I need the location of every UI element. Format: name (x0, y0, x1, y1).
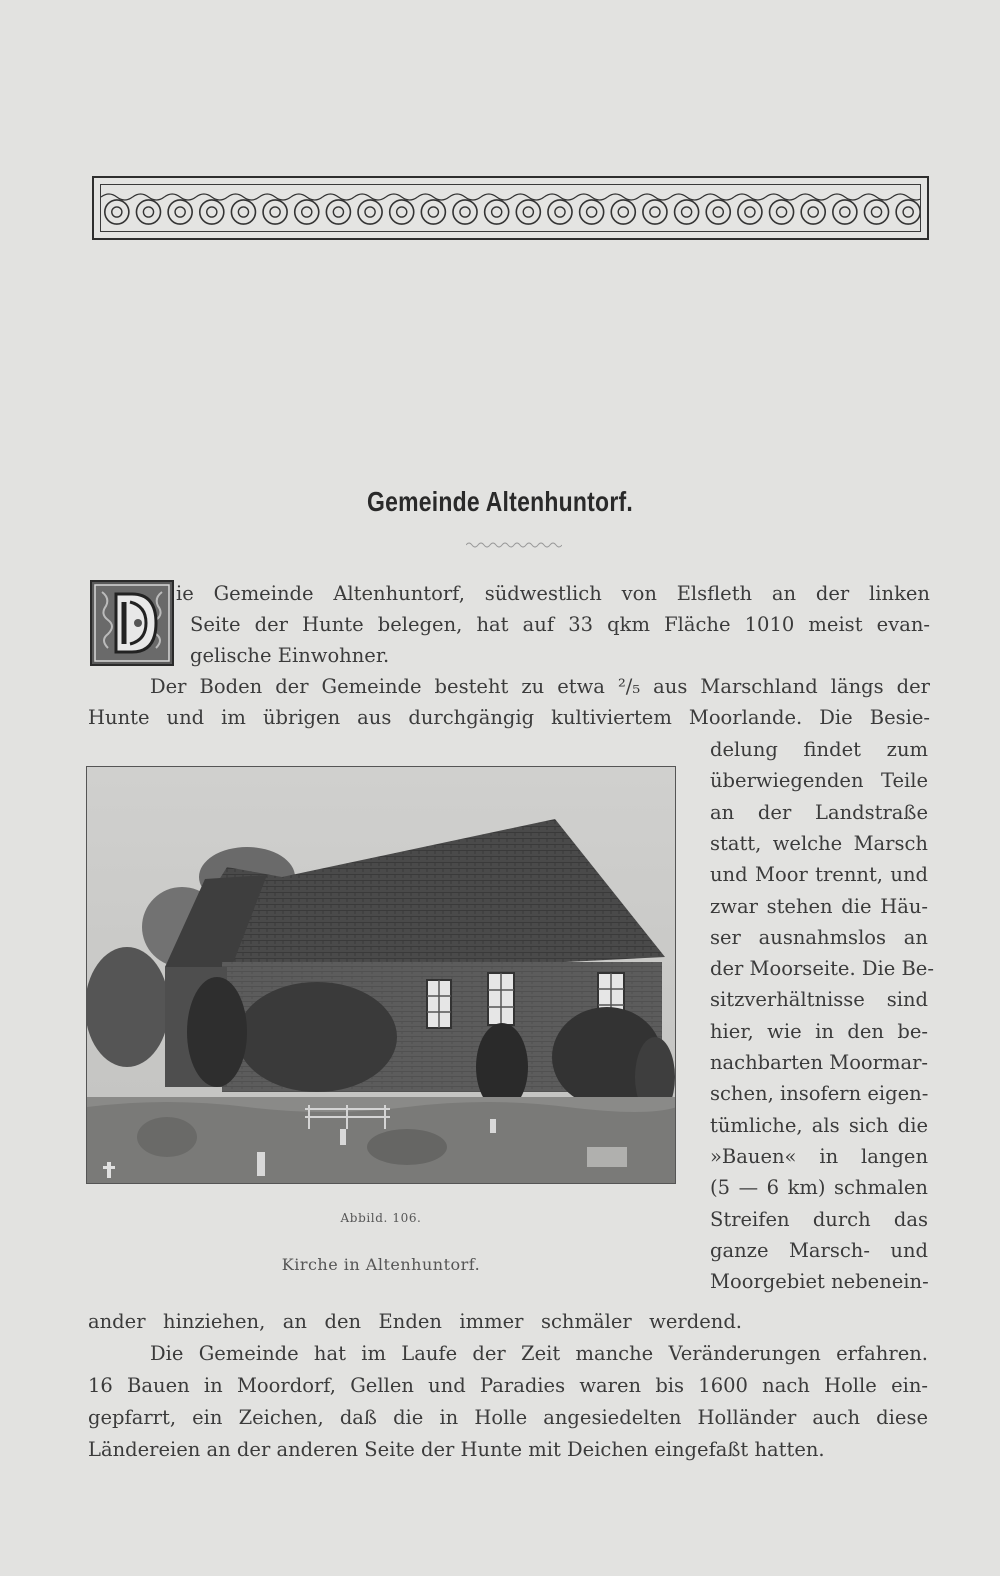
column-text-line: hier, wie in den be- (710, 1019, 928, 1043)
column-text-line: tümliche, als sich die (710, 1113, 928, 1137)
text-line: Hunte und im übrigen aus durchgängig kultiviertem Moorlande. Die Besie- (88, 706, 930, 729)
column-text-line: ser ausnahmslos an (710, 925, 928, 949)
text-line: Der Boden der Gemeinde besteht zu etwa ²/₅ aus Marschland längs der (150, 675, 930, 698)
page-title: Gemeinde Altenhuntorf. (366, 486, 634, 517)
text-line: Die Gemeinde hat im Laufe der Zeit manche Veränderungen erfahren. (150, 1342, 928, 1365)
column-text-line: überwiegenden Teile (710, 769, 928, 793)
ornamental-d-icon (92, 582, 172, 664)
church-image (87, 767, 676, 1184)
text-line: Seite der Hunte belegen, hat auf 33 qkm Fläche 1010 meist evan- (190, 613, 930, 636)
figure-caption: Kirche in Altenhuntorf. (281, 1255, 481, 1274)
column-text-line: Streifen durch das (710, 1207, 928, 1231)
text-line: ie Gemeinde Altenhuntorf, südwestlich von Elsfleth an der linken (176, 582, 930, 605)
text-line: 16 Bauen in Moordorf, Gellen und Paradies waren bis 1600 nach Holle ein- (88, 1374, 928, 1397)
column-text-line: zwar stehen die Häu- (710, 894, 928, 918)
text-line: Ländereien an der anderen Seite der Hunte mit Deichen eingefaßt hatten. (88, 1438, 825, 1461)
text-line: gepfarrt, ein Zeichen, daß die in Holle angesiedelten Holländer auch diese (88, 1406, 928, 1429)
column-text-line: und Moor trennt, und (710, 863, 928, 887)
column-text-line: an der Landstraße (710, 800, 928, 824)
decorative-initial (90, 580, 174, 666)
column-text-line: ganze Marsch- und (710, 1238, 928, 1262)
column-text-line: sitzverhältnisse sind (710, 988, 928, 1012)
column-text-line: Moorgebiet nebenein- (710, 1270, 929, 1294)
column-text-line: (5 — 6 km) schmalen (710, 1176, 928, 1200)
text-line: gelische Einwohner. (190, 644, 390, 667)
column-text-line: statt, welche Marsch (710, 831, 928, 855)
column-text-line: »Bauen« in langen (710, 1144, 928, 1168)
column-text-line: delung findet zum (710, 738, 928, 761)
scroll-ornament-icon (101, 185, 921, 232)
column-text-line: der Moorseite. Die Be- (710, 957, 934, 981)
column-text-line: nachbarten Moormar- (710, 1051, 929, 1074)
title-divider-icon (466, 540, 562, 550)
ornamental-border-band (92, 176, 929, 240)
church-photograph (86, 766, 676, 1184)
figure-number: Abbild. 106. (340, 1211, 422, 1225)
text-line: ander hinziehen, an den Enden immer schmäler werdend. (88, 1310, 742, 1333)
column-text-line: schen, insofern eigen- (710, 1082, 929, 1106)
